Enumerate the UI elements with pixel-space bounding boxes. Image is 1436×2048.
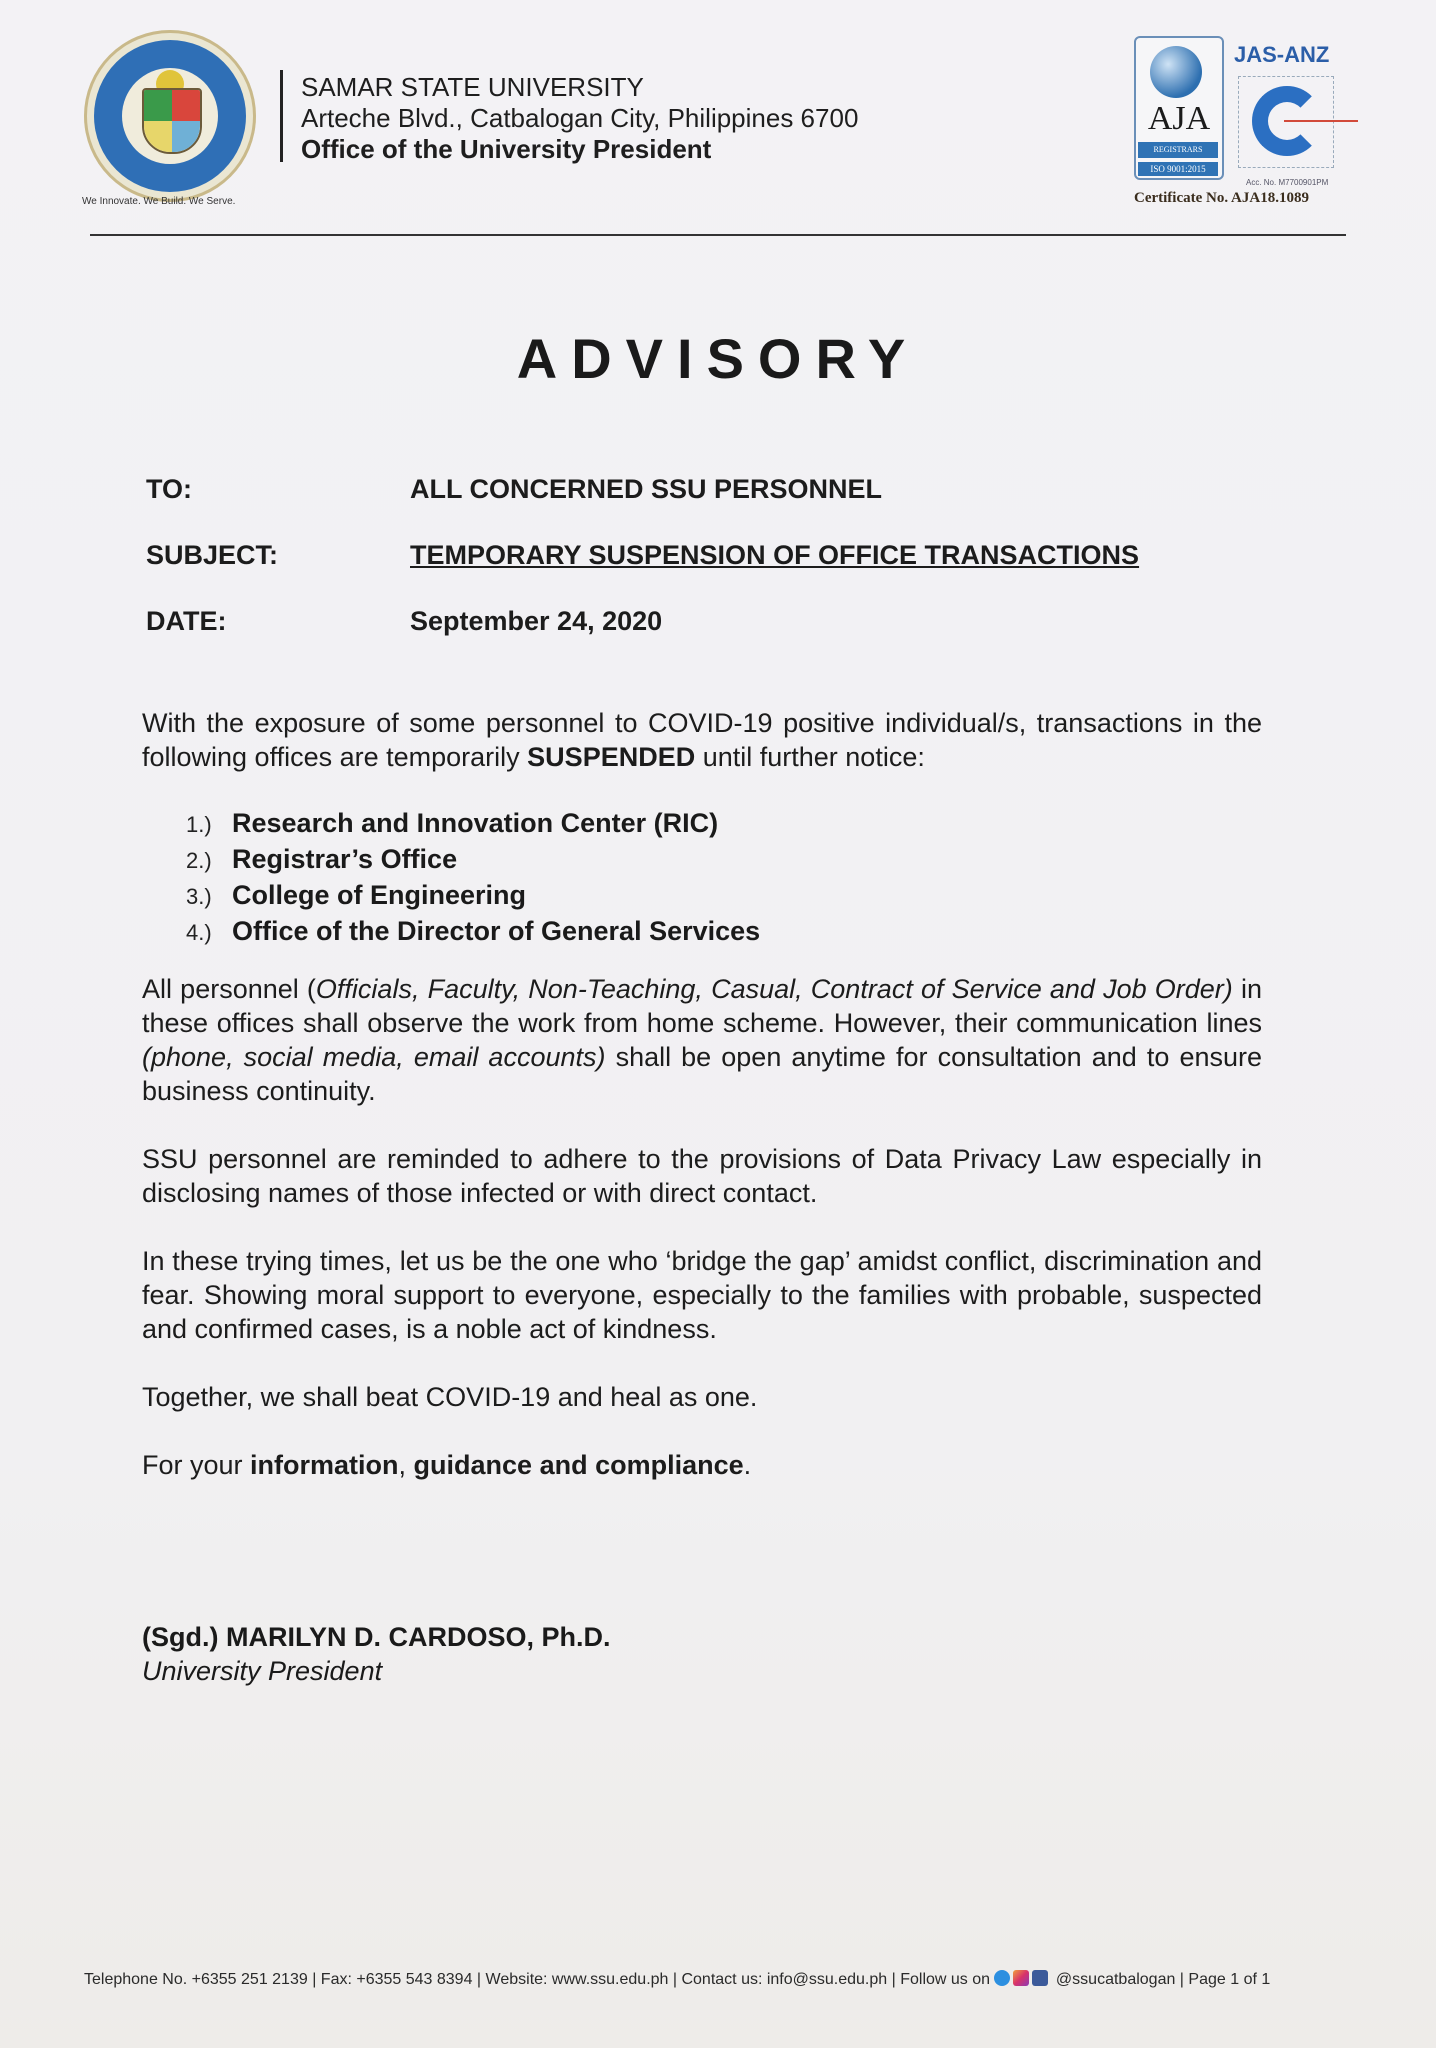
intro-paragraph: With the exposure of some personnel to COVID-19 positive individual/s, transactions in the following offices are temporarily SUSPENDED until further notice: <box>142 708 1262 772</box>
footer <box>84 1970 1270 1989</box>
facebook-icon <box>1032 1970 1048 1986</box>
office-name: Office of the University President <box>301 134 712 164</box>
signatory-role: University President <box>142 1656 383 1686</box>
letterhead <box>301 72 858 165</box>
university-address: Arteche Blvd., Catbalogan City, Philippines 6700 <box>301 103 859 133</box>
office-list <box>186 806 760 950</box>
instagram-icon <box>1013 1970 1029 1986</box>
document-title: ADVISORY <box>516 327 920 390</box>
accreditation-number: Acc. No. M7700901PM <box>1246 178 1329 187</box>
list-item: 4.) Office of the Director of General Services <box>186 916 761 946</box>
list-item: 3.) College of Engineering <box>186 880 527 910</box>
registrars-label: REGISTRARS <box>1138 142 1218 158</box>
list-item: 1.) Research and Innovation Center (RIC) <box>186 808 719 838</box>
subject-label: SUBJECT: <box>146 540 279 570</box>
date-value: September 24, 2020 <box>410 606 663 636</box>
jas-anz-red-line <box>1284 120 1358 122</box>
globe-icon <box>1150 46 1202 98</box>
header-divider <box>280 70 283 162</box>
motto: We Innovate. We Build. We Serve. <box>82 196 236 207</box>
certification-logos <box>1134 36 1354 216</box>
to-label: TO: <box>146 474 192 504</box>
certificate-number: Certificate No. AJA18.1089 <box>1134 190 1309 206</box>
footer-contact: Telephone No. +6355 251 2139 | Fax: +6355 543 8394 | Website: www.ssu.edu.ph | Contact us: info@ssu.edu.ph | Follow us on <box>84 1971 995 1988</box>
signatory-name: (Sgd.) MARILYN D. CARDOSO, Ph.D. <box>142 1622 611 1652</box>
moral-support-paragraph: In these trying times, let us be the one who ‘bridge the gap’ amidst conflict, discrimination and fear. Showing moral support to everyone, especially to the families with probable, suspected and confirmed cases, is a noble act of kindness. <box>142 1246 1262 1344</box>
data-privacy-paragraph: SSU personnel are reminded to adhere to the provisions of Data Privacy Law especially in disclosing names of those infected or with direct contact. <box>142 1144 1262 1208</box>
work-from-home-paragraph: All personnel (Officials, Faculty, Non-Teaching, Casual, Contract of Service and Job Order) in these offices shall observe the work from home scheme. However, their communication lines (phone, social media, email accounts) shall be open anytime for consultation and to ensure business continuity. <box>142 974 1263 1106</box>
jas-anz-label: JAS-ANZ <box>1234 42 1330 67</box>
twitter-icon <box>994 1970 1010 1986</box>
aja-label: AJA <box>1147 100 1211 137</box>
header-rule <box>90 234 1346 236</box>
university-name: SAMAR STATE UNIVERSITY <box>301 72 644 102</box>
list-item: 2.) Registrar’s Office <box>186 844 458 874</box>
university-seal-logo <box>84 30 256 202</box>
footer-handle: @ssucatbalogan | Page 1 of 1 <box>1051 1971 1271 1988</box>
subject-value: TEMPORARY SUSPENSION OF OFFICE TRANSACTIONS <box>410 540 1140 570</box>
to-value: ALL CONCERNED SSU PERSONNEL <box>410 474 883 504</box>
seal-shield-icon <box>142 88 202 154</box>
suspended-emphasis: SUSPENDED <box>527 742 696 772</box>
date-label: DATE: <box>146 606 227 636</box>
compliance-line: For your information, guidance and compliance. <box>142 1450 752 1480</box>
iso-label: ISO 9001:2015 <box>1138 162 1218 176</box>
closing-line: Together, we shall beat COVID-19 and heal as one. <box>142 1382 758 1412</box>
aja-logo <box>1134 36 1224 180</box>
signature-block <box>142 1620 611 1688</box>
